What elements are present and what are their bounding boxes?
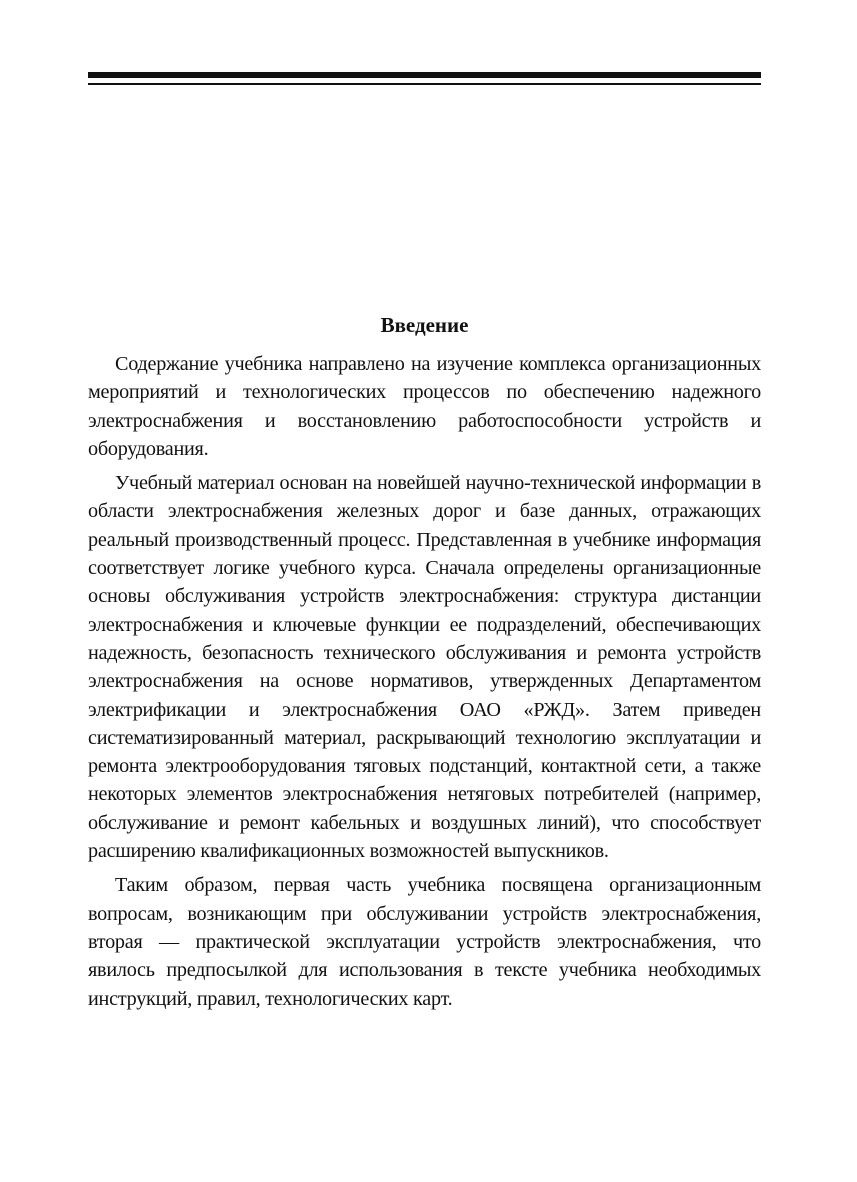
header-rule-thin: [88, 83, 761, 85]
paragraph-2: Учебный материал основан на новейшей научно-технической информации в области электроснабжения железных дорог и базе данных, отражающих реальный производственный процесс. Представленная в учебнике информация соответствует логике учебного курса. Сначала определены организационные основы обслуживания устройств электроснабжения: структура дистанции электроснабжения и ключевые функции ее подразделений, обеспечивающих надежность, безопасность технического обслуживания и ремонта устройств электроснабжения на основе нормативов, утвержденных Департаментом электрификации и электроснабжения ОАО «РЖД». Затем приведен систематизированный материал, раскрывающий технологию эксплуатации и ремонта электрооборудования тяговых подстанций, контактной сети, а также некоторых элементов электроснабжения нетяговых потребителей (например, обслуживание и ремонт кабельных и воздушных линий), что способствует расширению квалификационных возможностей выпускников.: [88, 472, 761, 863]
paragraph-1: Содержание учебника направлено на изучение комплекса организационных мероприятий и технологических процессов по обеспечению надежного электроснабжения и восстановлению работоспособности устройств и оборудования.: [88, 353, 761, 460]
header-rule-thick: [88, 72, 761, 78]
page-content: [88, 310, 761, 1019]
section-heading: Введение: [380, 313, 469, 337]
paragraph-3: Таким образом, первая часть учебника посвящена организационным вопросам, возникающим при обслуживании устройств электроснабжения, вторая — практической эксплуатации устройств электроснабжения, что явилось предпосылкой для использования в тексте учебника необходимых инструкций, правил, технологических карт.: [88, 874, 761, 1010]
